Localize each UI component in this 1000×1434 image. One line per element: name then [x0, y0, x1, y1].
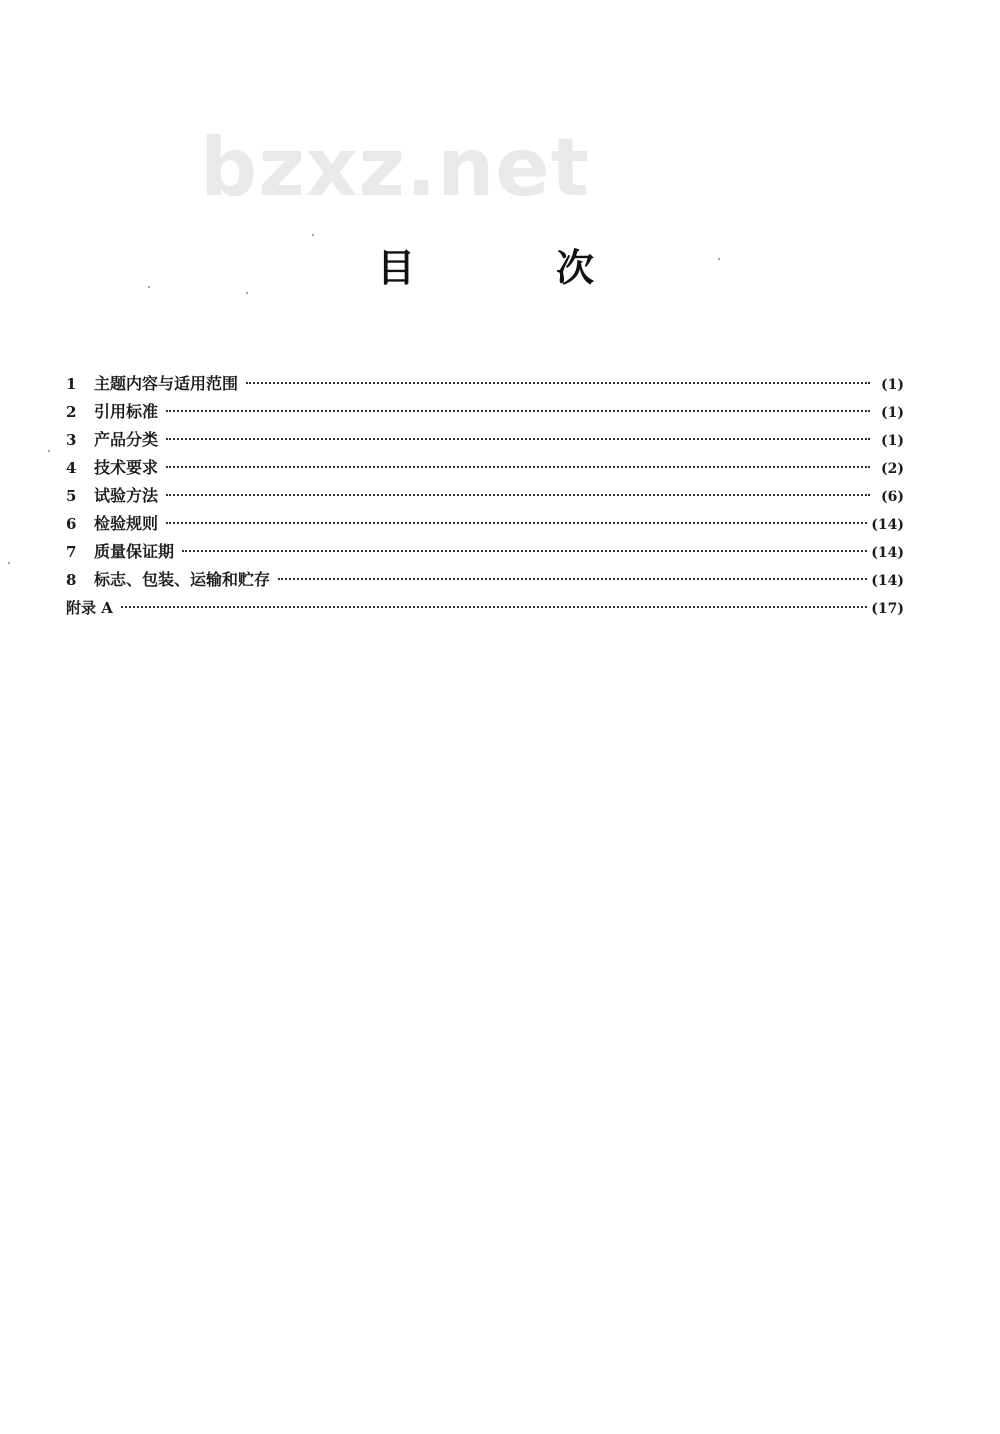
toc-entry-8[interactable]: [66, 566, 904, 594]
toc-entry-page: (6): [881, 489, 904, 505]
toc-entry-page: (1): [881, 405, 904, 421]
toc-dot-leader: [246, 382, 870, 384]
toc-dot-leader: [166, 494, 870, 496]
toc-entry-page: (1): [881, 377, 904, 393]
toc-dot-leader: [182, 550, 867, 552]
toc-entry-title: 主题内容与适用范围: [94, 374, 239, 393]
toc-entry-title: 产品分类: [94, 430, 159, 449]
page-title: [0, 238, 1000, 298]
toc-entry-page: (17): [871, 601, 904, 617]
toc-entry-7[interactable]: [66, 538, 904, 566]
scan-speck: [312, 234, 314, 236]
scan-speck: [8, 562, 10, 564]
scan-speck: [718, 258, 720, 260]
toc-entry-title: 引用标准: [94, 402, 159, 421]
toc-entry-title: 质量保证期: [94, 542, 175, 561]
toc-entry-number: 6: [66, 515, 77, 533]
toc-entry-page: (14): [871, 517, 904, 533]
toc-dot-leader: [166, 466, 870, 468]
toc-entry-number: 5: [66, 487, 77, 505]
toc-entry-page: (2): [881, 461, 904, 477]
toc-dot-leader: [278, 578, 867, 580]
toc-entry-title: 试验方法: [94, 486, 159, 505]
toc-entry-number: 8: [66, 571, 77, 589]
scan-speck: [148, 286, 150, 288]
table-of-contents: [66, 370, 904, 622]
toc-entry-title: 检验规则: [94, 514, 159, 533]
toc-entry-page: (14): [871, 573, 904, 589]
toc-entry-2[interactable]: [66, 398, 904, 426]
toc-entry-number: 1: [66, 375, 77, 393]
toc-entry-3[interactable]: [66, 426, 904, 454]
toc-dot-leader: [166, 438, 870, 440]
page-title-char-1: 目: [377, 246, 416, 290]
toc-entry-number: 2: [66, 403, 77, 421]
toc-dot-leader: [166, 410, 870, 412]
toc-entry-title: 附录 A: [66, 599, 113, 617]
toc-entry-page: (14): [871, 545, 904, 561]
toc-entry-title: 技术要求: [94, 458, 159, 477]
scan-speck: [246, 292, 248, 294]
toc-entry-number: 7: [66, 543, 77, 561]
toc-entry-number: 4: [66, 459, 77, 477]
toc-entry-appendix-a[interactable]: [66, 594, 904, 622]
toc-entry-title: 标志、包装、运输和贮存: [94, 570, 271, 589]
toc-entry-1[interactable]: [66, 370, 904, 398]
toc-entry-5[interactable]: [66, 482, 904, 510]
page-title-char-2: 次: [556, 246, 595, 290]
scan-speck: [48, 450, 50, 452]
toc-entry-number: 3: [66, 431, 77, 449]
toc-entry-6[interactable]: [66, 510, 904, 538]
watermark: bzxz.net: [200, 121, 590, 214]
toc-entry-page: (1): [881, 433, 904, 449]
toc-entry-4[interactable]: [66, 454, 904, 482]
toc-dot-leader: [166, 522, 867, 524]
toc-dot-leader: [121, 606, 867, 608]
